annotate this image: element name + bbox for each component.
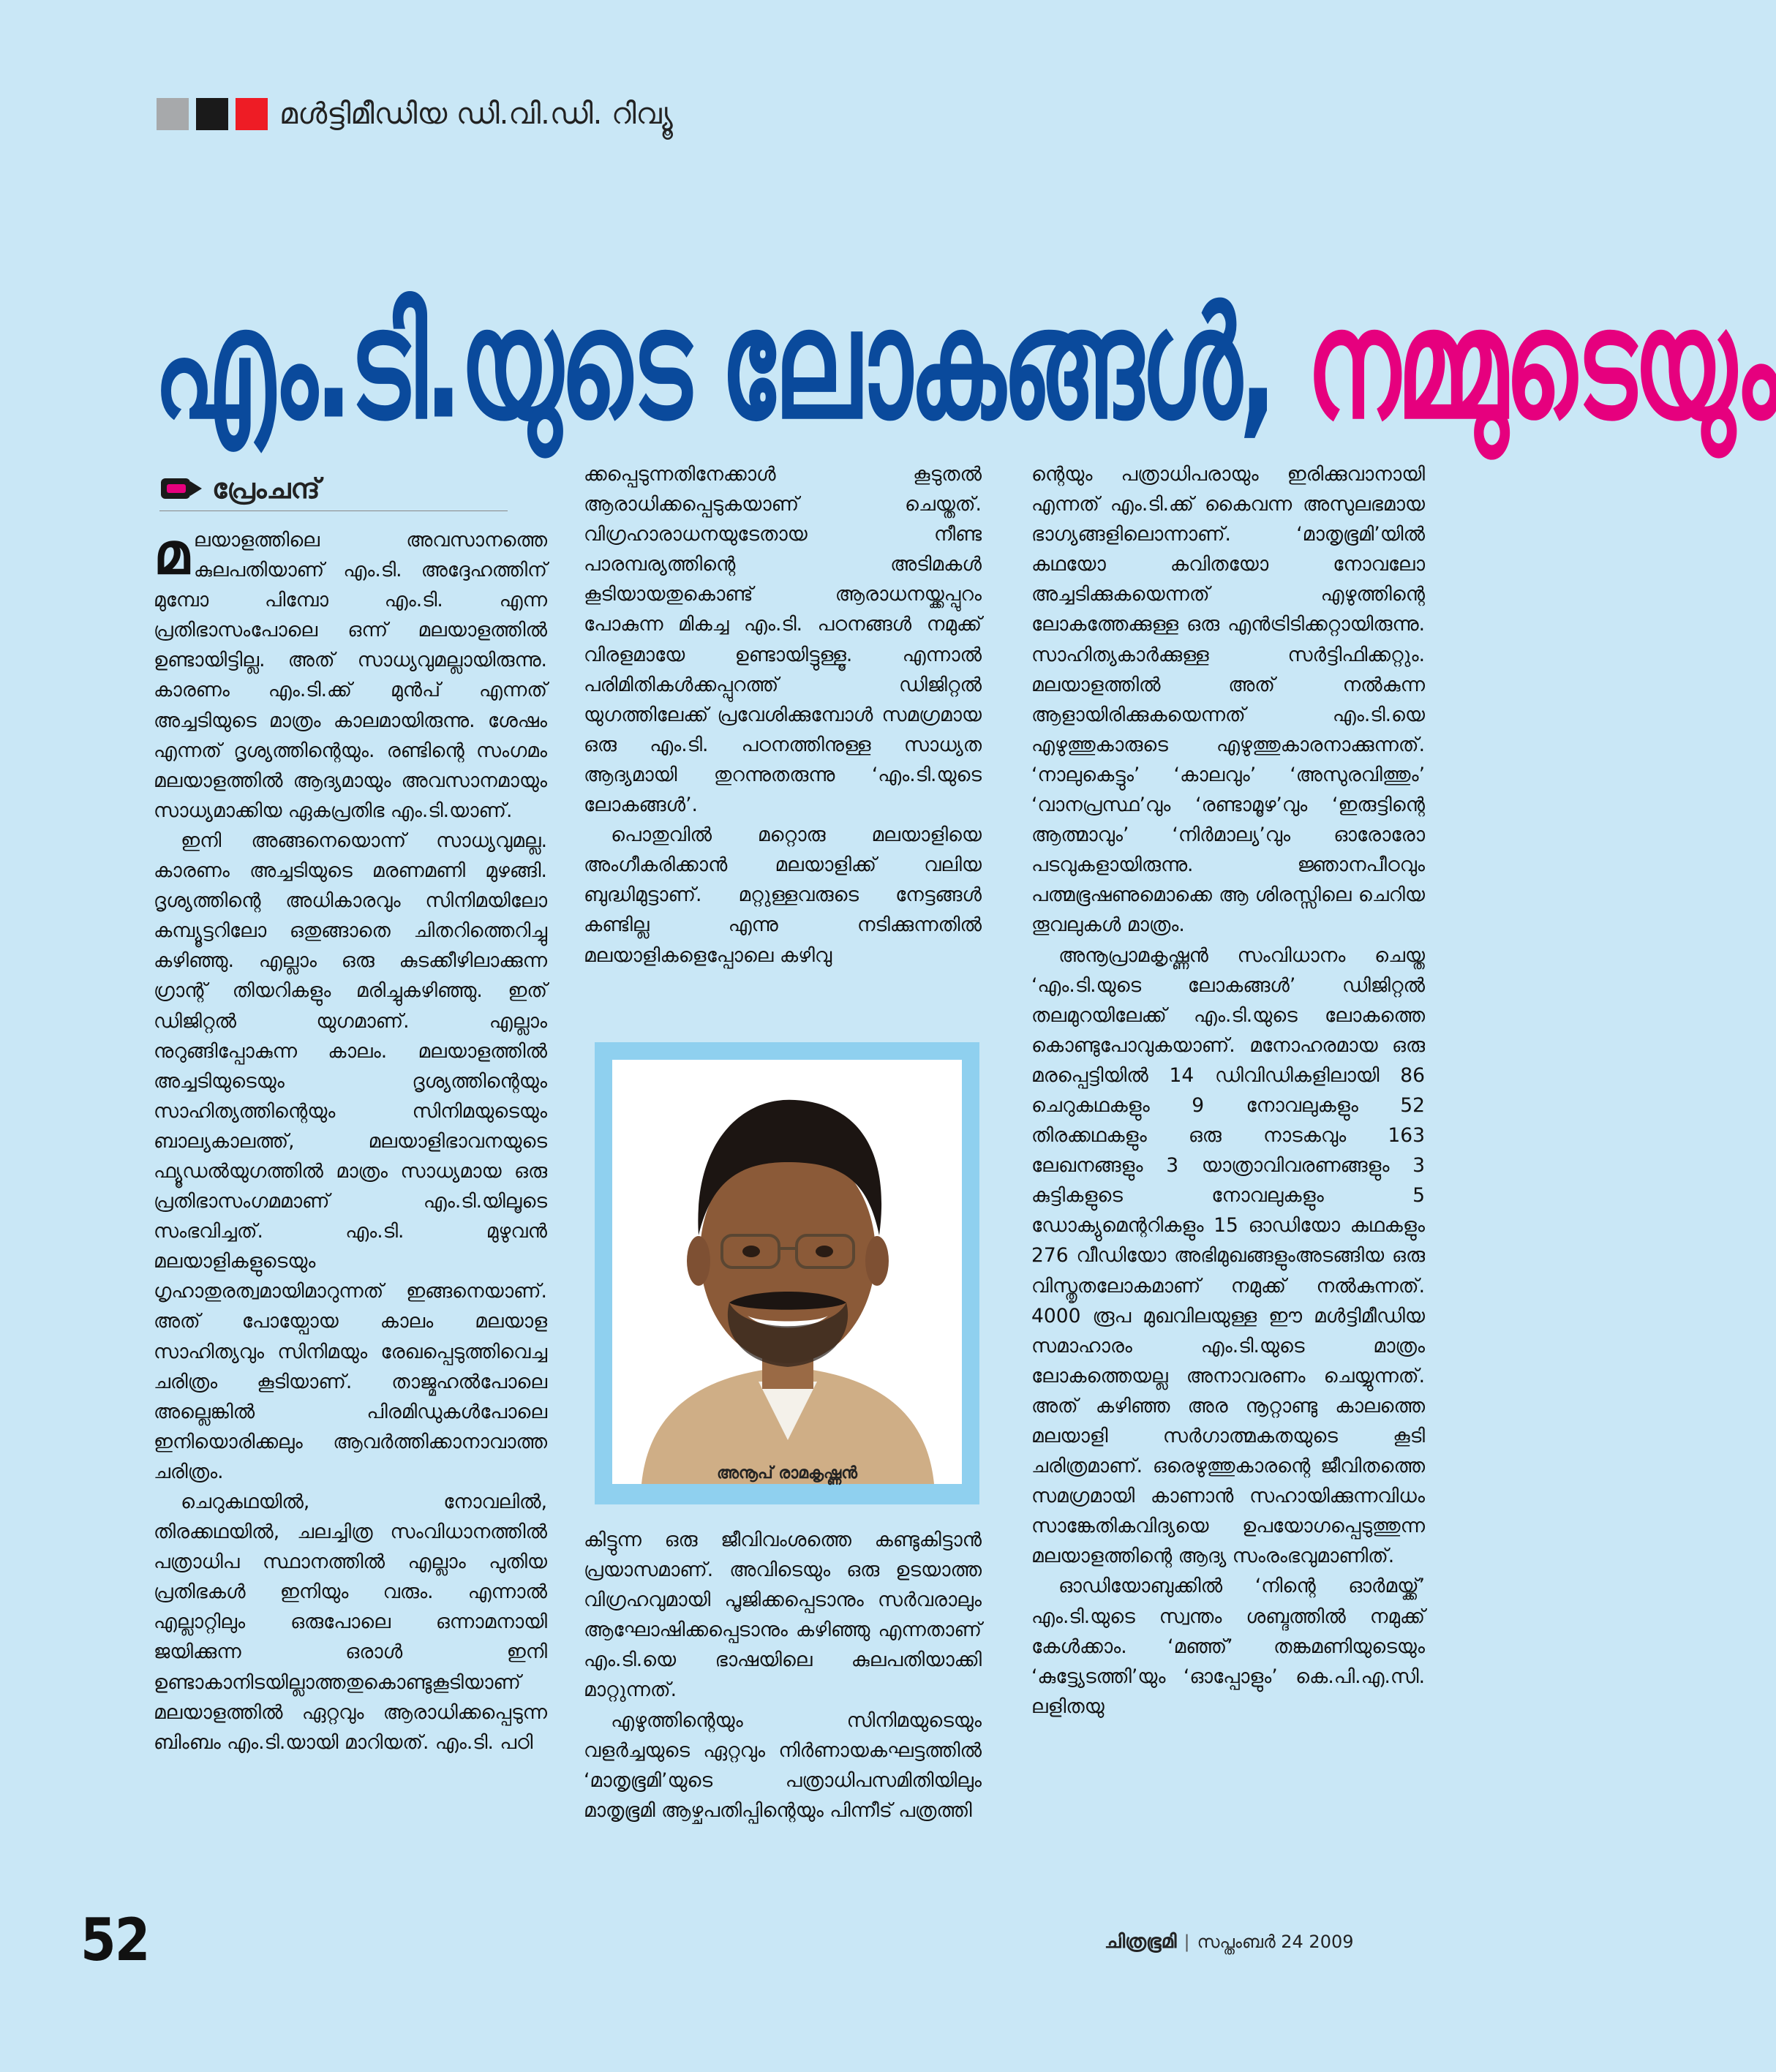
- paragraph-text: ലയാളത്തിലെ അവസാനത്തെ കുലപതിയാണ് എം.ടി. അദ്ദേഹത്തിന് മുമ്പോ പിമ്പോ എം.ടി. എന്ന പ്രതിഭാസംപോലെ ഒന്ന് മലയാളത്തിൽ ഉണ്ടായിട്ടില്ല. അത് സാധ്യവുമല്ലായിരുന്നു. കാരണം എം.ടി.ക്ക് മുൻപ് എന്നത് അച്ചടിയുടെ മാത്രം കാലമായിരുന്നു. ശേഷം എന്നത് ദൃശ്യത്തിന്റെയും. രണ്ടിന്റെ സംഗമം മലയാളത്തിൽ ആദ്യമായും അവസാനമായും സാധ്യമാക്കിയ ഏകപ്രതിഭ എം.ടി.യാണ്.: [154, 529, 547, 822]
- byline: [159, 467, 508, 511]
- author-name: പ്രേംചന്ദ്: [212, 472, 320, 505]
- paragraph: [154, 521, 547, 826]
- headline-part-1: എം.ടി.യുടെ ലോകങ്ങൾ,: [154, 276, 1307, 453]
- paragraph: ന്റെയും പത്രാധിപരായും ഇരിക്കുവാനായി എന്നത് എം.ടി.ക്ക് കൈവന്ന അസുലഭമായ ഭാഗ്യങ്ങളിലൊന്നാണ്. ‘മാതൃഭൂമി’യിൽ കഥയോ കവിതയോ നോവലോ അച്ചടിക്കുകയെന്നത് എഴുത്തിന്റെ ലോകത്തേക്കുള്ള ഒരു എൻട്രിടിക്കറ്റായിരുന്നു. സാഹിത്യകാർക്കുള്ള സർട്ടിഫിക്കറ്റും. മലയാളത്തിൽ അത് നൽകുന്ന ആളായിരിക്കുകയെന്നത് എം.ടി.യെ എഴുത്തുകാരുടെ എഴുത്തുകാരനാക്കുന്നത്. ‘നാലുകെട്ടും’ ‘കാലവും’ ‘അസുരവിത്തും’ ‘വാനപ്രസ്ഥ’വും ‘രണ്ടാമൂഴ’വും ‘ഇരുട്ടിന്റെ ആത്മാവും’ ‘നിർമാല്യ’വും ഓരോരോ പടവുകളായിരുന്നു. ജ്ഞാനപീഠവും പത്മഭൂഷണുമൊക്കെ ആ ശിരസ്സിലെ ചെറിയ തൂവലുകൾ മാത്രം.: [1031, 463, 1425, 937]
- headline: [154, 276, 1776, 453]
- paragraph: ഇനി അങ്ങനെയൊന്ന് സാധ്യവുമല്ല. കാരണം അച്ചടിയുടെ മരണമണി മുഴങ്ങി. ദൃശ്യത്തിന്റെ അധികാരവും സിനിമയിലോ കമ്പ്യൂട്ടറിലോ ഒതുങ്ങാതെ ചിതറിത്തെറിച്ചു കഴിഞ്ഞു. എല്ലാം ഒരു കുടക്കീഴിലാക്കുന്ന ഗ്രാന്റ് തിയറികളും മരിച്ചുകഴിഞ്ഞു. ഇത് ഡിജിറ്റൽ യുഗമാണ്. എല്ലാം നുറുങ്ങിപ്പോകുന്ന കാലം. മലയാളത്തിൽ അച്ചടിയുടെയും ദൃശ്യത്തിന്റെയും സാഹിത്യത്തിന്റെയും സിനിമയുടെയും ബാല്യകാലത്ത്, മലയാളിഭാവനയുടെ ഫ്യൂഡൽയുഗത്തിൽ മാത്രം സാധ്യമായ ഒരു പ്രതിഭാസംഗമമാണ് എം.ടി.യിലൂടെ സംഭവിച്ചത്. എം.ടി. മുഴുവൻ മലയാളികളുടെയും ഗൃഹാതുരത്വമായിമാറുന്നത് ഇങ്ങനെയാണ്. അത് പോയ്പോയ കാലം മലയാള സാഹിത്യവും സിനിമയും രേഖപ്പെടുത്തിവെച്ച ചരിത്രം കൂടിയാണ്. താജ്മഹൽപോലെ അല്ലെങ്കിൽ പിരമിഡുകൾപോലെ ഇനിയൊരിക്കലും ആവർത്തിക്കാനാവാത്ത ചരിത്രം.: [154, 829, 547, 1483]
- portrait-illustration: [612, 1060, 962, 1484]
- page-number: 52: [80, 1905, 149, 1975]
- paragraph: കിട്ടുന്ന ഒരു ജീവിവംശത്തെ കണ്ടുകിട്ടാൻ പ്രയാസമാണ്. അവിടെയും ഒരു ഉടയാത്ത വിഗ്രഹവുമായി പൂജിക്കപ്പെടാനും സർവരാലും ആഘോഷിക്കപ്പെടാനും കഴിഞ്ഞു എന്നതാണ് എം.ടി.യെ ഭാഷയിലെ കുലപതിയാക്കി മാറ്റുന്നത്.: [584, 1529, 982, 1702]
- paragraph: ഓഡിയോബുക്കിൽ ‘നിന്റെ ഓർമയ്ക്ക്’ എം.ടി.യുടെ സ്വന്തം ശബ്ദത്തിൽ നമുക്ക് കേൾക്കാം. ‘മഞ്ഞ്’ തങ്കമണിയുടെയും ‘കുട്ട്യേടത്തി’യും ‘ഓപ്പോളും’ കെ.പി.എ.സി. ലളിതയു: [1031, 1575, 1425, 1718]
- paragraph: അനൂപ്രാമകൃഷ്ണൻ സംവിധാനം ചെയ്ത ‘എം.ടി.യുടെ ലോകങ്ങൾ’ ഡിജിറ്റൽ തലമുറയിലേക്ക് എം.ടി.യുടെ ലോകത്തെ കൊണ്ടുപോവുകയാണ്. മനോഹരമായ ഒരു മരപ്പെട്ടിയിൽ 14 ഡിവിഡികളിലായി 86 ചെറുകഥകളും 9 നോവലുകളും 52 തിരക്കഥകളും ഒരു നാടകവും 163 ലേഖനങ്ങളും 3 യാത്രാവിവരണങ്ങളും 3 കുട്ടികളുടെ നോവലുകളും 5 ഡോക്യുമെന്ററികളും 15 ഓഡിയോ കഥകളും 276 വീഡിയോ അഭിമുഖങ്ങളുംഅടങ്ങിയ ഒരു വിസ്തൃതലോകമാണ് നമുക്ക് നൽകുന്നത്. 4000 രൂപ മുഖവിലയുള്ള ഈ മൾട്ടിമീഡിയ സമാഹാരം എം.ടി.യുടെ മാത്രം ലോകത്തെയല്ല അനാവരണം ചെയ്യുന്നത്. അത് കഴിഞ്ഞ അര നൂറ്റാണ്ടു കാലത്തെ മലയാളി സർഗാത്മകതയുടെ കൂടി ചരിത്രമാണ്. ഒരെഴുത്തുകാരന്റെ ജീവിതത്തെ സമഗ്രമായി കാണാൻ സഹായിക്കുന്നവിധം സാങ്കേതികവിദ്യയെ ഉപയോഗപ്പെടുത്തുന്ന മലയാളത്തിന്റെ ആദ്യ സംരംഭവുമാണിത്.: [1031, 943, 1425, 1568]
- section-kicker: [157, 94, 673, 135]
- pen-icon: [159, 474, 203, 503]
- paragraph: എഴുത്തിന്റെയും സിനിമയുടെയും വളർച്ചയുടെ ഏറ്റവും നിർണായകഘട്ടത്തിൽ ‘മാതൃഭൂമി’യുടെ പത്രാധിപസമിതിയിലും മാതൃഭൂമി ആഴ്ചപതിപ്പിന്റെയും പിന്നീട് പത്രത്തി: [584, 1709, 982, 1822]
- article-column-3: [1031, 459, 1425, 1889]
- magazine-name: ചിത്രഭൂമി: [1105, 1931, 1177, 1953]
- paragraph: ക്കപ്പെടുന്നതിനേക്കാൾ കൂടുതൽ ആരാധിക്കപ്പെടുകയാണ് ചെയ്തത്. വിഗ്രഹാരാധനയുടേതായ നീണ്ട പാരമ്പര്യത്തിന്റെ അടിമകൾ കൂടിയായതുകൊണ്ട് ആരാധനയ്ക്കപ്പുറം പോകുന്ന മികച്ച എം.ടി. പഠനങ്ങൾ നമുക്ക് വിരളമായേ ഉണ്ടായിട്ടുള്ളൂ. എന്നാൽ പരിമിതികൾക്കപ്പുറത്ത് ഡിജിറ്റൽ യുഗത്തിലേക്ക് പ്രവേശിക്കുമ്പോൾ സമഗ്രമായ ഒരു എം.ടി. പഠനത്തിനുള്ള സാധ്യത ആദ്യമായി തുറന്നുതരുന്നു ‘എം.ടി.യുടെ ലോകങ്ങൾ’.: [584, 463, 982, 817]
- article-column-1: [154, 521, 547, 1754]
- photo-caption: അനൂപ് രാമകൃഷ്ണൻ: [716, 1464, 858, 1483]
- footer-separator: |: [1184, 1932, 1190, 1952]
- kicker-square-black: [196, 98, 228, 130]
- issue-date: സപ്തംബർ 24 2009: [1197, 1932, 1354, 1952]
- article-column-2-top: [584, 459, 982, 1008]
- kicker-text: മൾട്ടിമീഡിയ ഡി.വി.ഡി. റിവ്യൂ: [279, 97, 673, 131]
- paragraph: പൊതുവിൽ മറ്റൊരു മലയാളിയെ അംഗീകരിക്കാൻ മലയാളിക്ക് വലിയ ബുദ്ധിമുട്ടാണ്. മറ്റുള്ളവരുടെ നേട്ടങ്ങൾ കണ്ടില്ല എന്നു നടിക്കുന്നതിൽ മലയാളികളെപ്പോലെ കഴിവു: [584, 824, 982, 967]
- headline-part-2: നമ്മുടെയും: [1306, 276, 1776, 453]
- page-footer: [1105, 1931, 1354, 1954]
- portrait-photo: [612, 1060, 962, 1484]
- paragraph: ചെറുകഥയിൽ, നോവലിൽ, തിരക്കഥയിൽ, ചലച്ചിത്ര സംവിധാനത്തിൽ പത്രാധിപ സ്ഥാനത്തിൽ എല്ലാം പുതിയ പ്രതിഭകൾ ഇനിയും വരും. എന്നാൽ എല്ലാറ്റിലും ഒരുപോലെ ഒന്നാമനായി ജയിക്കുന്ന ഒരാൾ ഇനി ഉണ്ടാകാനിടയില്ലാത്തതുകൊണ്ടുകൂടിയാണ് മലയാളത്തിൽ ഏറ്റവും ആരാധിക്കപ്പെടുന്ന ബിംബം എം.ടി.യായി മാറിയത്. എം.ടി. പഠി: [154, 1491, 547, 1754]
- article-column-2-bottom: [584, 1525, 982, 1889]
- author-photo-frame: [595, 1042, 979, 1504]
- kicker-square-grey: [157, 98, 189, 130]
- kicker-square-red: [236, 98, 268, 130]
- drop-cap: മ: [154, 521, 189, 587]
